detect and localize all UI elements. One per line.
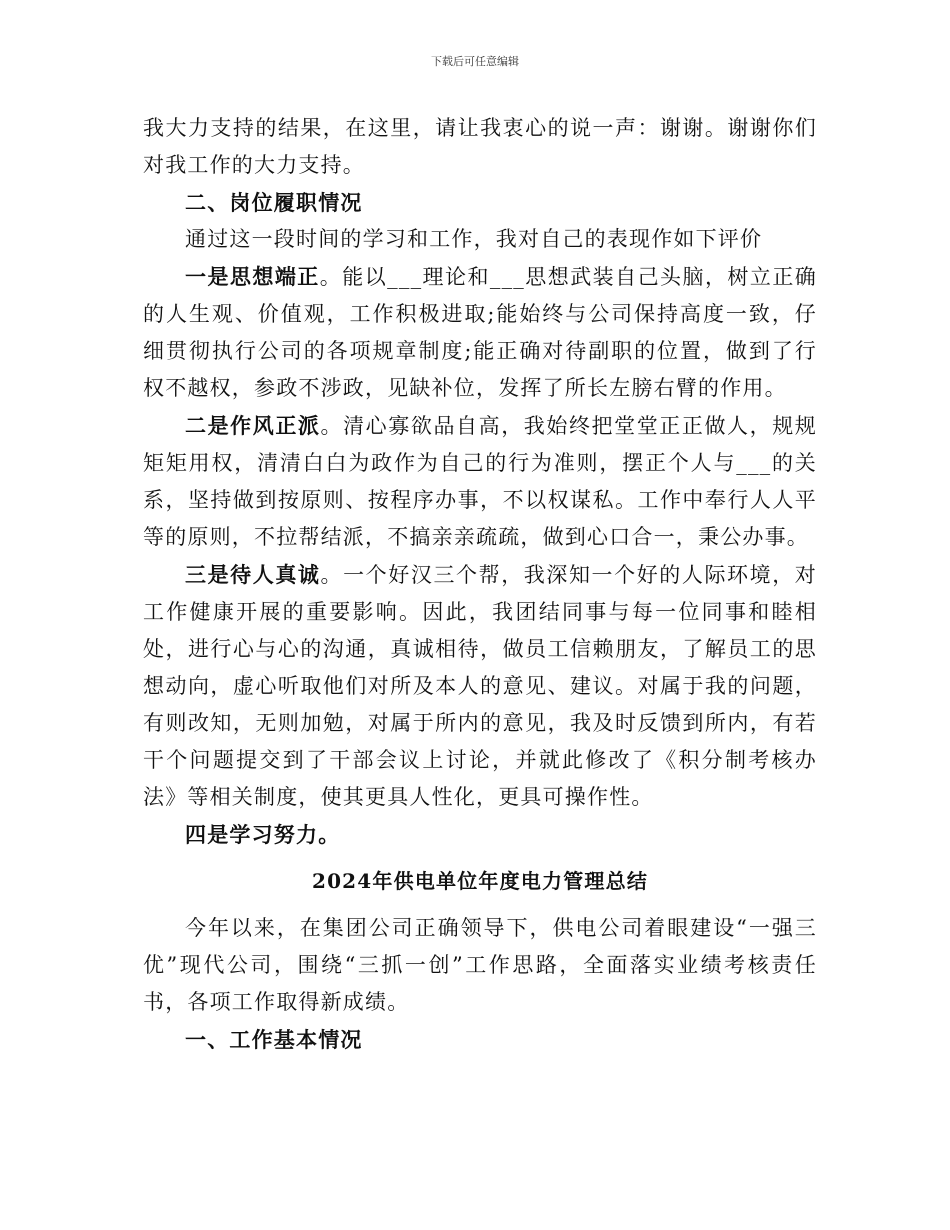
- item-body: 。清心寡欲品自高，我始终把堂堂正正做人，规规矩矩用权，清清白白为政作为自己的行为准则，摆正个人与___的关系，坚持做到按原则、按程序办事，不以权谋私。工作中奉行人人平等的原则，不拉帮结派，不搞亲亲疏疏，做到心口合一，秉公办事。: [143, 414, 817, 549]
- paragraph-item-study: [143, 816, 817, 854]
- item-body: 。一个好汉三个帮，我深知一个好的人际环境，对工作健康开展的重要影响。因此，我团结同事与每一位同事和睦相处，进行心与心的沟通，真诚相待，做员工信赖朋友，了解员工的思想动向，虚心听取他们对所及本人的意见、建议。对属于我的问题，有则改知，无则加勉，对属于所内的意见，我及时反馈到所内，有若干个问题提交到了干部会议上讨论，并就此修改了《积分制考核办法》等相关制度，使其更具人性化，更具可操作性。: [143, 563, 817, 809]
- paragraph-item-sincerity: [143, 556, 817, 816]
- section-heading-duty: 二、岗位履职情况: [185, 190, 363, 215]
- item-lead: 四是学习努力。: [185, 822, 341, 847]
- item-lead: 一是思想端正: [185, 264, 320, 289]
- document-body: [143, 110, 817, 1058]
- paragraph-summary: 今年以来，在集团公司正确领导下，供电公司着眼建设“一强三优”现代公司，围绕“三抓一创”工作思路，全面落实业绩考核责任书，各项工作取得新成绩。: [143, 916, 817, 1014]
- item-lead: 二是作风正派: [185, 413, 321, 438]
- paragraph-item-style: [143, 407, 817, 556]
- paragraph-intro: 通过这一段时间的学习和工作，我对自己的表现作如下评价: [185, 227, 763, 251]
- section-heading-overview: 一、工作基本情况: [185, 1027, 363, 1052]
- document-title: 2024年供电单位年度电力管理总结: [311, 869, 649, 893]
- page-header: 下载后可任意编辑: [431, 55, 519, 68]
- paragraph-item-thought: [143, 258, 817, 407]
- item-lead: 三是待人真诚: [185, 562, 321, 587]
- item-body: 。能以___理论和___思想武装自己头脑，树立正确的人生观、价值观，工作积极进取;能始终与公司保持高度一致，仔细贯彻执行公司的各项规章制度;能正确对待副职的位置，做到了行权不越权，参政不涉政，见缺补位，发挥了所长左膀右臂的作用。: [143, 265, 818, 400]
- paragraph-continuation: 我大力支持的结果，在这里，请让我衷心的说一声：谢谢。谢谢你们对我工作的大力支持。: [143, 116, 817, 177]
